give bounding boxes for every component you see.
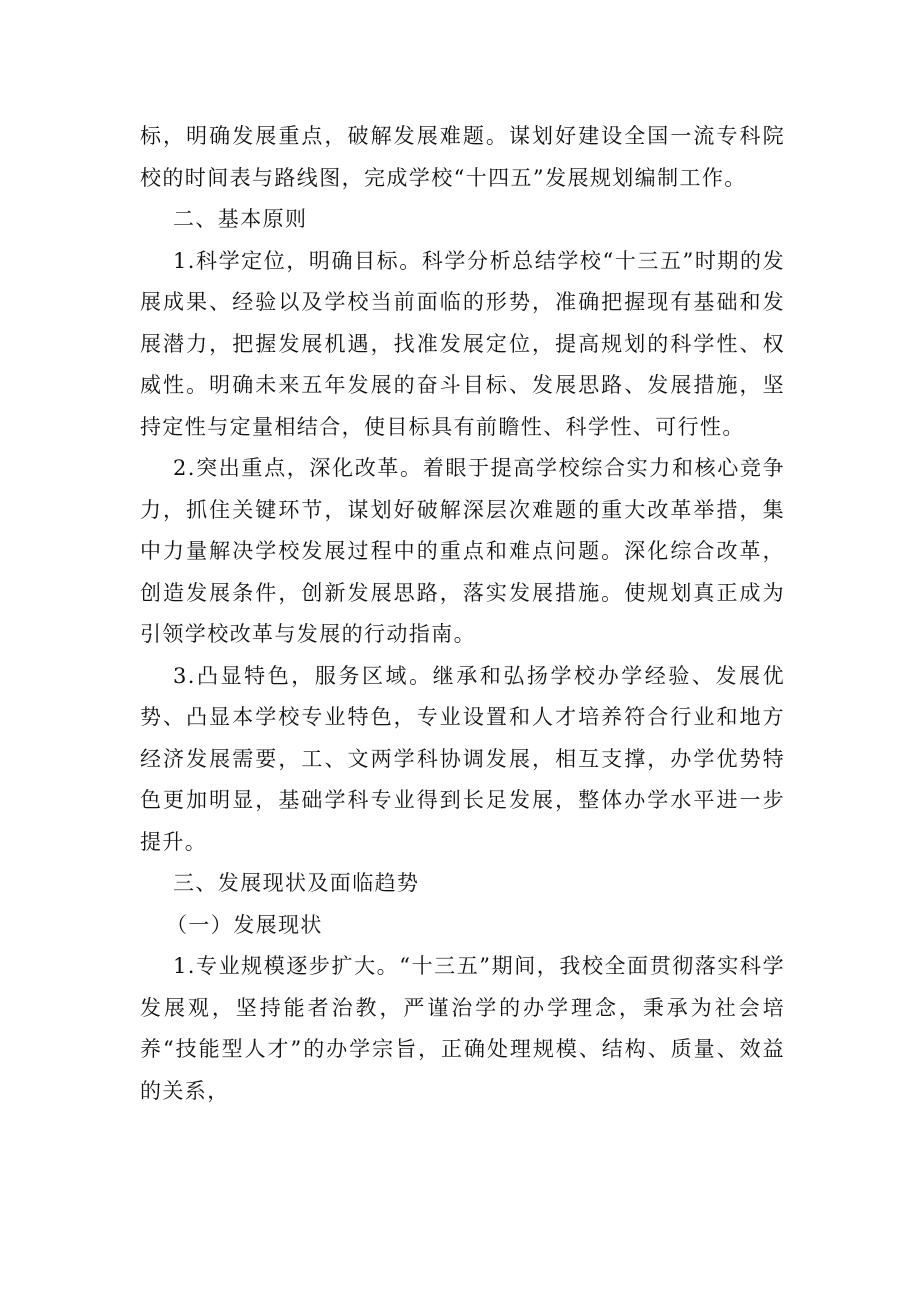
paragraph-continuation: 标，明确发展重点，破解发展难题。谋划好建设全国一流专科院校的时间表与路线图，完成学校“十四五”发展规划编制工作。 [140,124,785,190]
subsection-heading-current-status: （一）发展现状 [166,912,323,937]
section-heading-status-trends: 三、发展现状及面临趋势 [173,871,420,895]
paragraph-principle-2: 2.突出重点，深化改革。着眼于提高学校综合实力和核心竞争力，抓住关键环节，谋划好破解深层次难题的重大改革举措，集中力量解决学校发展过程中的重点和难点问题。深化综合改革，创造发展条件，创新发展思路，落实发展措施。使规划真正成为引领学校改革与发展的行动指南。 [140,456,785,646]
paragraph-principle-1: 1.科学定位，明确目标。科学分析总结学校“十三五”时期的发展成果、经验以及学校当前面临的形势，准确把握现有基础和发展潜力，把握发展机遇，找准发展定位，提高规划的科学性、权威性。明确未来五年发展的奋斗目标、发展思路、发展措施，坚持定性与定量相结合，使目标具有前瞻性、科学性、可行性。 [140,248,785,439]
section-heading-basic-principles: 二、基本原则 [173,207,308,231]
paragraph-principle-3: 3.凸显特色，服务区域。继承和弘扬学校办学经验、发展优势、凸显本学校专业特色，专业设置和人才培养符合行业和地方经济发展需要，工、文两学科协调发展，相互支撑，办学优势特色更加明显，基础学科专业得到长足发展，整体办学水平进一步提升。 [140,663,785,854]
paragraph-status-1: 1.专业规模逐步扩大。“十三五”期间，我校全面贯彻落实科学发展观，坚持能者治教，严谨治学的办学理念，秉承为社会培养“技能型人才”的办学宗旨，正确处理规模、结构、质量、效益的关系， [140,954,785,1103]
document-body [140,116,785,1112]
